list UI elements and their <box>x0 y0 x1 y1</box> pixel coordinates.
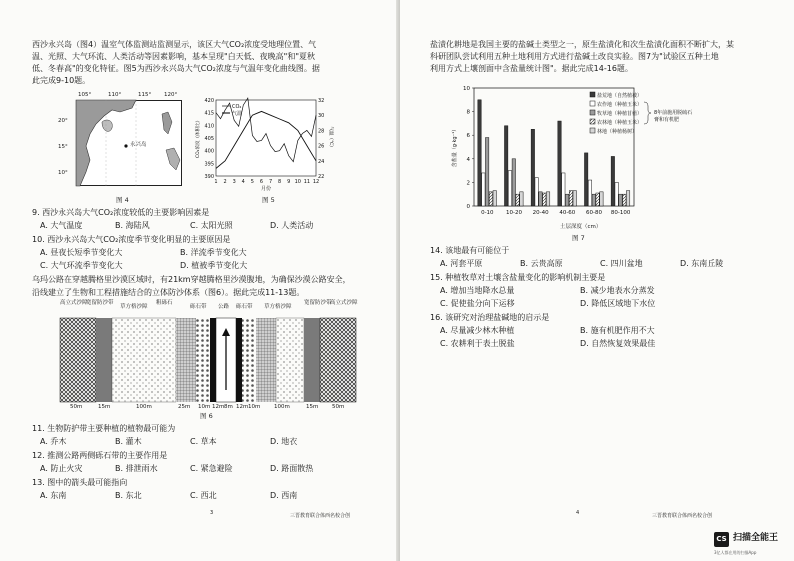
map-island-label: 永兴岛 <box>130 142 147 148</box>
fig7-bar <box>558 121 561 206</box>
fig5-xtick-label: 8 <box>278 179 282 185</box>
q11-option-d: D. 地衣 <box>270 437 298 446</box>
q12-stem: 12. 推测公路两侧砾石带的主要作用是 <box>32 451 168 460</box>
fig6-width-11: 15m <box>306 404 319 410</box>
right-intro-line-1: 盐渍化耕地是我国主要的盐碱土类型之一，原生盐渍化和次生盐渍化面积不断扩大，某 <box>430 40 734 49</box>
fig6-width-7: 8m <box>224 404 233 410</box>
fig6-width-2: 15m <box>98 404 111 410</box>
q11-option-a: A. 乔木 <box>40 437 67 446</box>
fig7-bar <box>543 193 546 206</box>
fig6-top-label-3: 草方格沙障 <box>120 304 148 310</box>
fig7-xtick-label: 60-80 <box>586 210 602 216</box>
fig7-bar <box>619 194 622 206</box>
fig7-bar <box>596 193 599 206</box>
q9-option-b: B. 海陆风 <box>115 221 150 230</box>
fig7-bar <box>531 129 534 206</box>
figure-7-caption: 图 7 <box>572 234 585 242</box>
fig6-top-label-7: 砾石带 <box>236 304 253 310</box>
fig6-top-label-1: 高立式沙障 <box>60 300 88 306</box>
fig7-bar <box>482 173 485 206</box>
q9-option-c: C. 太阳光照 <box>190 221 233 230</box>
fig6-width-9: 10m <box>248 404 261 410</box>
fig7-bar <box>562 173 565 206</box>
fig7-bar <box>535 178 538 206</box>
fig7-legend-swatch <box>590 92 595 97</box>
right-footer: 三晋教育联合体西名校合创 <box>652 513 713 519</box>
q9-stem: 9. 西沙永兴岛大气CO₂浓度较低的主要影响因素是 <box>32 208 210 217</box>
fig6-top-label-6: 公路 <box>218 304 230 310</box>
q11-option-c: C. 草本 <box>190 437 217 446</box>
fig7-xtick-label: 80-100 <box>610 210 631 216</box>
map-lon-120: 120° <box>164 92 178 98</box>
q14-option-a: A. 河套平原 <box>440 259 483 268</box>
fig7-ytick-label: 10 <box>463 86 470 92</box>
q15-option-d: D. 降低区域地下水位 <box>580 299 656 308</box>
fig6-top-label-8: 草方格沙障 <box>264 304 292 310</box>
camscanner-logo: CS <box>714 532 729 547</box>
fig6-width-6: 12m <box>212 404 225 410</box>
fig7-bar <box>611 156 614 206</box>
intro-line-4: 此完成9-10题。 <box>32 76 91 85</box>
figure-5-caption: 图 5 <box>262 196 275 204</box>
fig5-xtick-label: 7 <box>268 179 273 185</box>
q14-option-b: B. 云贵高原 <box>520 259 563 268</box>
fig7-bar <box>546 192 549 206</box>
fig7-bar <box>592 194 595 206</box>
fig7-xtick-label: 40-60 <box>559 210 576 216</box>
fig5-xlabel: 月份 <box>260 186 272 192</box>
intro-line-3: 低、冬春高"的变化特征。图5为西沙永兴岛大气CO₂浓度与气温年变化曲线图。据 <box>32 64 320 73</box>
fig7-bar <box>504 126 507 206</box>
fig6-top-label-2: 宽留防沙带 <box>86 300 114 306</box>
fig6-width-5: 10m <box>198 404 211 410</box>
intro2-line-1: 乌玛公路在穿越腾格里沙漠区域时，有21km穿越腾格里沙漠腹地，为确保沙漠公路安全， <box>32 275 351 284</box>
fig7-bar <box>508 171 511 206</box>
right-page-number: 4 <box>576 510 580 516</box>
q16-option-b: B. 施有机肥作用不大 <box>580 326 655 335</box>
q15-stem: 15. 种植牧草对土壤含盐量变化的影响机制主要是 <box>430 273 606 282</box>
fig5-xtick-label: 11 <box>303 179 311 185</box>
fig7-bar <box>516 194 519 206</box>
fig5-y2label: 气温（℃） <box>328 126 333 150</box>
fig7-xtick-label: 20-40 <box>532 210 549 216</box>
fig5-xtick-label: 5 <box>250 179 254 185</box>
fig7-bar <box>588 180 591 206</box>
q9-option-d: D. 人类活动 <box>270 221 314 230</box>
q15-option-b: B. 减少地表水分蒸发 <box>580 286 655 295</box>
fig7-bar <box>569 191 572 206</box>
figure-4-map <box>58 92 182 188</box>
fig7-bar <box>565 194 568 206</box>
fig6-width-1: 50m <box>70 404 83 410</box>
q14-option-c: C. 四川盆地 <box>600 259 643 268</box>
fig7-ytick-label: 8 <box>466 109 470 116</box>
q15-option-c: C. 促使盐分向下运移 <box>440 299 515 308</box>
fig5-ytick-label: 390 <box>204 174 214 180</box>
fig6-width-3: 100m <box>136 404 152 410</box>
figure-7-chart <box>448 80 693 230</box>
fig5-ytick-label: 395 <box>204 161 214 168</box>
fig7-xtick-label: 10-20 <box>506 210 522 216</box>
fig7-ytick-label: 4 <box>466 156 470 163</box>
q12-option-d: D. 路面散热 <box>270 464 314 473</box>
fig7-legend-label: 林地（种植杨树） <box>597 129 638 135</box>
fig6-width-10: 100m <box>274 404 290 410</box>
fig7-bar <box>626 191 629 206</box>
fig5-xtick-label: 4 <box>241 179 245 185</box>
q13-stem: 13. 图中的箭头最可能指向 <box>32 478 128 487</box>
q10-option-c: C. 大气环流季节变化大 <box>40 261 123 270</box>
fig7-bar <box>615 182 618 206</box>
fig5-xtick-label: 9 <box>287 179 291 185</box>
fig5-xtick-label: 12 <box>312 179 320 185</box>
fig7-xlabel: 土层深度（cm） <box>560 224 602 230</box>
q11-stem: 11. 生物防护带主要种植的植物最可能为 <box>32 424 176 433</box>
fig5-plot-frame <box>216 100 316 176</box>
fig6-cross-section <box>60 318 356 402</box>
fig5-y2tick-label: 30 <box>318 113 325 120</box>
fig7-ytick-label: 2 <box>466 180 470 187</box>
fig7-bar <box>512 159 515 206</box>
right-intro-line-2: 科研团队尝试利用五种土地利用方式进行盐碱土改良实验。图7为"试验区五种土地 <box>430 52 719 61</box>
fig5-y2tick-label: 22 <box>318 174 325 180</box>
fig6-top-label-10: 高立式沙障 <box>330 300 358 306</box>
q14-stem: 14. 该地最有可能位于 <box>430 246 510 255</box>
left-footer: 三晋教育联合体西名校合创 <box>290 513 351 519</box>
map-lon-110: 110° <box>108 92 122 98</box>
figure-6 <box>60 300 356 412</box>
fig7-legend-label: 农林地（种植玉米） <box>597 120 643 126</box>
q14-option-d: D. 东南丘陵 <box>680 259 724 268</box>
q13-option-a: A. 东南 <box>40 491 67 500</box>
right-intro-line-3: 利用方式上壤剖面中含盐量统计图"。据此完成14-16题。 <box>430 64 633 73</box>
fig5-y2tick-label: 24 <box>318 158 325 165</box>
q10-option-d: D. 植被季节变化大 <box>180 261 248 270</box>
map-drawing <box>76 100 182 186</box>
q12-option-b: B. 排泄雨水 <box>115 464 158 473</box>
fig5-xtick-label: 10 <box>294 179 302 185</box>
fig7-ytick-label: 6 <box>466 133 470 140</box>
fig7-note-line-1: 8年前施用脱硫石 <box>654 110 693 116</box>
fig5-xtick-label: 6 <box>259 179 264 185</box>
right-page <box>400 0 794 561</box>
fig7-legend-label: 牧草地（种植苜蓿） <box>597 111 643 117</box>
fig6-width-12: 50m <box>332 404 345 410</box>
fig7-bar <box>600 192 603 206</box>
q16-option-a: A. 尽量减少林木种植 <box>440 326 515 335</box>
intro-line-2: 温、光照、大气环流、人类活动等因素影响，基本呈现"白天低、夜晚高"和"夏秋 <box>32 52 316 61</box>
q13-option-c: C. 西北 <box>190 491 217 500</box>
fig7-bar <box>539 192 542 206</box>
q12-option-c: C. 紧急避险 <box>190 464 233 473</box>
fig7-bar <box>493 191 496 206</box>
q10-option-a: A. 昼夜长短季节变化大 <box>40 248 123 257</box>
camscanner-name: 扫描全能王 <box>733 533 779 543</box>
fig5-ylabel: CO₂浓度（体积比） <box>196 118 201 158</box>
fig5-xtick-label: 3 <box>232 179 236 185</box>
map-lon-115: 115° <box>138 92 152 98</box>
fig5-ytick-label: 415 <box>204 110 214 117</box>
fig7-ylabel: 含盐量（g·kg⁻¹） <box>452 126 458 168</box>
fig5-ytick-label: 400 <box>204 148 214 155</box>
q16-option-d: D. 自然恢复效果最佳 <box>580 339 656 348</box>
fig7-bar <box>485 138 488 206</box>
figure-5-chart <box>194 94 334 192</box>
q10-option-b: B. 洋流季节变化大 <box>180 248 247 257</box>
fig7-legend-swatch <box>590 119 595 124</box>
fig7-bar <box>489 192 492 206</box>
map-lat-15: 15° <box>58 144 68 150</box>
left-page-number: 3 <box>210 510 214 516</box>
fig5-ytick-label: 405 <box>204 136 214 142</box>
fig6-width-4: 25m <box>178 404 191 410</box>
fig7-legend-swatch <box>590 101 595 106</box>
fig7-legend-swatch <box>590 110 595 115</box>
q13-option-b: B. 东北 <box>115 491 142 500</box>
fig6-width-8: 12m <box>236 404 249 410</box>
fig5-legend-temp: 气温 <box>232 111 243 117</box>
fig5-ytick-label: 410 <box>204 123 214 130</box>
fig5-y2tick-label: 32 <box>318 98 325 104</box>
fig7-xtick-label: 0-10 <box>481 210 494 216</box>
camscanner-watermark <box>712 528 794 561</box>
fig7-ytick-label: 0 <box>466 204 470 210</box>
fig7-legend-label: 盐荒地（自然植被） <box>597 93 643 99</box>
fig7-bar <box>623 194 626 206</box>
fig5-legend-co2: CO₂ <box>232 104 242 110</box>
q10-stem: 10. 西沙永兴岛大气CO₂浓度季节变化明显的主要原因是 <box>32 235 231 244</box>
q9-option-a: A. 大气温度 <box>40 221 83 230</box>
fig7-bar <box>573 191 576 206</box>
fig7-note-line-2: 膏和有机肥 <box>654 117 680 123</box>
fig7-legend-swatch <box>590 128 595 133</box>
fig6-top-label-5: 砾石带 <box>190 304 207 310</box>
q16-stem: 16. 该研究对治理盐碱地的启示是 <box>430 313 550 322</box>
q11-option-b: B. 灌木 <box>115 437 142 446</box>
q15-option-a: A. 增加当地降水总量 <box>440 286 515 295</box>
fig6-top-label-9: 宽留防沙带 <box>304 300 332 306</box>
fig7-bar <box>520 192 523 206</box>
q12-option-a: A. 防止火灾 <box>40 464 83 473</box>
camscanner-tagline: 3亿人都在用的扫描App <box>714 550 757 555</box>
q16-option-c: C. 农耕利于表土脱盐 <box>440 339 515 348</box>
fig6-top-label-4: 粗砾石 <box>156 300 173 306</box>
fig5-y2tick-label: 26 <box>318 143 325 150</box>
map-lon-105: 105° <box>78 92 92 98</box>
figure-6-caption: 图 6 <box>200 412 213 420</box>
fig5-y2tick-label: 28 <box>318 128 325 135</box>
map-lat-10: 10° <box>58 170 68 176</box>
yongxing-island-marker <box>124 144 127 147</box>
fig5-xtick-label: 2 <box>223 179 227 185</box>
fig5-xtick-label: 1 <box>214 179 218 185</box>
intro2-line-2: 沿线建立了生物和工程措施结合的立体防沙体系（图6）。据此完成11-13题。 <box>32 288 305 297</box>
figure-4-caption: 图 4 <box>116 196 129 204</box>
q13-option-d: D. 西南 <box>270 491 298 500</box>
fig7-legend-brace <box>644 102 651 124</box>
fig7-bar <box>584 153 587 206</box>
fig7-bar <box>478 100 481 206</box>
intro-line-1: 西沙永兴岛（图4）温室气体监测站监测显示，该区大气CO₂浓度受地理位置、气 <box>32 40 317 49</box>
fig7-legend-label: 农作地（种植玉米） <box>597 102 643 108</box>
map-lat-20: 20° <box>58 118 68 124</box>
fig5-ytick-label: 420 <box>204 98 214 104</box>
